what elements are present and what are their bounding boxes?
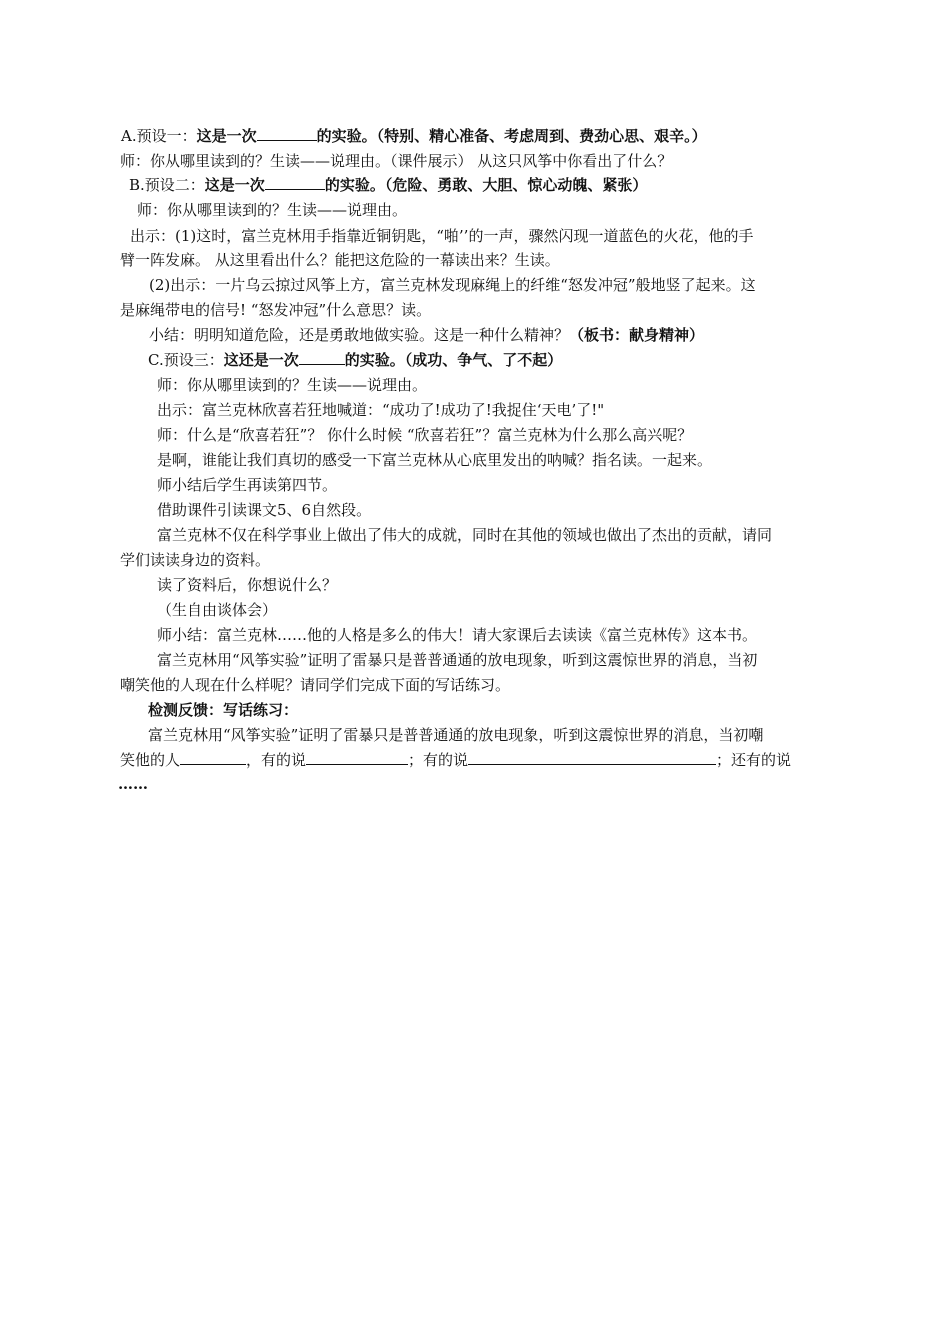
practice-text-a: 笑他的人 [120, 751, 181, 769]
preset-c-blank [299, 348, 345, 365]
preset-a-bold-2: 的实验。（特别、精心准备、考虑周到、费劲心思、艰辛。） [316, 127, 707, 145]
preset-b-bold-1: 这是一次 [204, 176, 265, 194]
show-1-line-2: 臂一阵发麻。 从这里看出什么？能把这危险的一幕读出来？生读。 [120, 251, 560, 269]
free-talk: （生自由谈体会） [157, 601, 278, 619]
paragraph-1-line-1: 富兰克林不仅在科学事业上做出了伟大的成就，同时在其他的领域也做出了杰出的贡献，请同 [157, 526, 773, 544]
teacher-summary: 师小结：富兰克林……他的人格是多么的伟大！请大家课后去读读《富兰克林传》这本书。 [157, 626, 758, 644]
show-2-line-1: (2)出示：一片乌云掠过风筝上方，富兰克林发现麻绳上的纤维“怒发冲冠”般地竖了起来。这 [149, 276, 756, 294]
preset-c-bold-1: 这还是一次 [223, 351, 299, 369]
preset-b-line [129, 173, 647, 197]
preset-b-prefix: B.预设二： [129, 176, 205, 194]
preset-b-teacher: 师：你从哪里读到的？生读——说理由。 [137, 201, 408, 219]
preset-c-bold-2: 的实验。（成功、争气、了不起） [344, 351, 563, 369]
practice-text-c: ；有的说 [408, 751, 469, 769]
show-1-line-1: 出示：(1)这时，富兰克林用手指靠近铜钥匙，“啪’’的一声，骤然闪现一道蓝色的火花，他的手 [130, 227, 754, 245]
summary-line [149, 323, 704, 347]
preset-a-prefix: A.预设一： [121, 127, 197, 145]
preset-c-read: 是啊，谁能让我们真切的感受一下富兰克林从心底里发出的呐喊？指名读。一起来。 [157, 451, 713, 469]
preset-b-blank [265, 173, 325, 190]
practice-blank-1[interactable] [180, 748, 246, 765]
preset-a-teacher: 师：你从哪里读到的？生读——说理由。（课件展示） 从这只风筝中你看出了什么？ [120, 152, 673, 170]
question-after-reading: 读了资料后，你想说什么？ [157, 576, 338, 594]
preset-c-after: 师小结后学生再读第四节。 [157, 476, 338, 494]
preset-c-prefix: C.预设三： [148, 351, 224, 369]
practice-line-1: 富兰克林用“风筝实验”证明了雷暴只是普普通通的放电现象，听到这震惊世界的消息，当初嘲 [148, 726, 764, 744]
preset-a-line [121, 124, 707, 148]
preset-a-bold-1: 这是一次 [196, 127, 257, 145]
practice-text-b: ，有的说 [246, 751, 307, 769]
preset-c-line [148, 348, 562, 372]
practice-line-3: …… [118, 775, 148, 793]
show-2-line-2: 是麻绳带电的信号! “怒发冲冠”什么意思？读。 [120, 301, 432, 319]
paragraph-2-line-1: 富兰克林用“风筝实验”证明了雷暴只是普普通通的放电现象，听到这震惊世界的消息，当初 [157, 651, 758, 669]
practice-text-d: ；还有的说 [716, 751, 792, 769]
paragraph-2-line-2: 嘲笑他的人现在什么样呢？请同学们完成下面的写话练习。 [120, 676, 511, 694]
paragraph-1-line-2: 学们读读身边的资料。 [120, 551, 271, 569]
preset-c-guide: 借助课件引读课文5、6自然段。 [157, 501, 372, 519]
summary-text: 小结：明明知道危险，还是勇敢地做实验。这是一种什么精神？ [149, 326, 570, 344]
practice-line-2 [120, 748, 791, 772]
practice-blank-2[interactable] [306, 748, 408, 765]
preset-b-bold-2: 的实验。（危险、勇敢、大胆、惊心动魄、紧张） [324, 176, 648, 194]
feedback-title: 检测反馈：写话练习： [148, 701, 299, 719]
practice-blank-3[interactable] [468, 748, 716, 765]
preset-c-teacher: 师：你从哪里读到的？生读——说理由。 [157, 376, 428, 394]
preset-c-show: 出示：富兰克林欣喜若狂地喊道：“成功了!成功了!我捉住‘天电’了!" [157, 401, 605, 419]
board-note: （板书：献身精神） [569, 326, 705, 344]
preset-c-question: 师：什么是“欣喜若狂”？ 你什么时候 “欣喜若狂”？富兰克林为什么那么高兴呢？ [157, 426, 693, 444]
preset-a-blank [257, 124, 317, 141]
